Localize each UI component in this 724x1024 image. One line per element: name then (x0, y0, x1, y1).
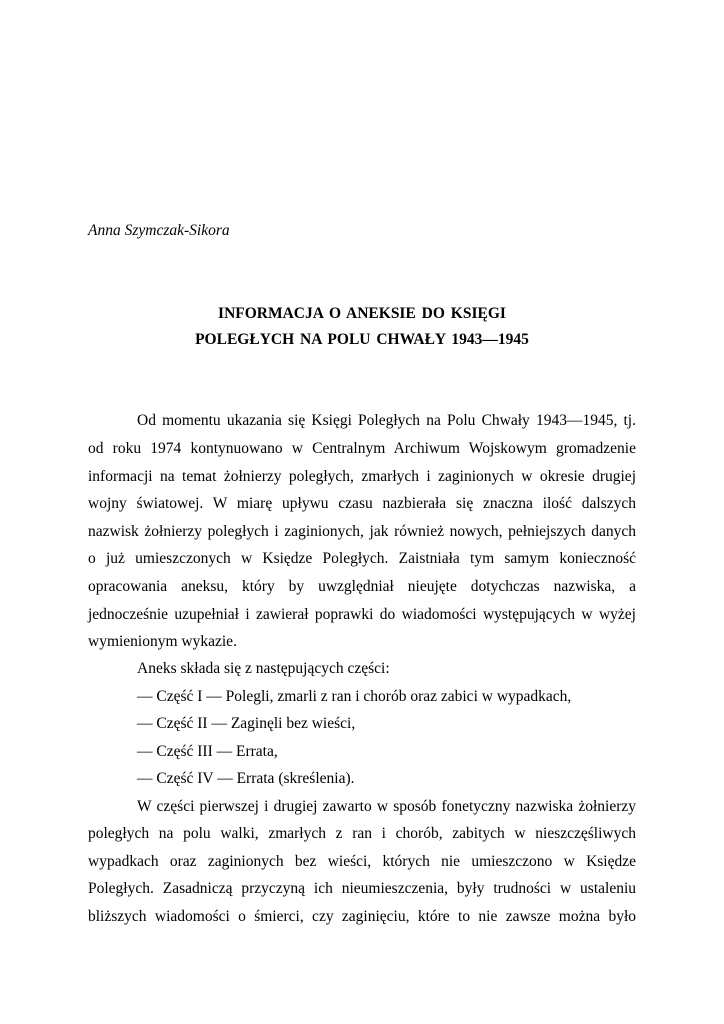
list-item: — Część II — Zaginęli bez wieści, (137, 715, 356, 732)
list-item: — Część I — Polegli, zmarli z ran i chorób oraz zabici w wypadkach, (137, 688, 572, 705)
paragraph-1-line: wojny światowej. W miarę upływu czasu nazbierała się znaczna ilość dalszych (88, 495, 636, 512)
title-line-2: POLEGŁYCH NA POLU CHWAŁY 1943—1945 (195, 331, 529, 348)
list-item: — Część IV — Errata (skreślenia). (137, 770, 355, 787)
paragraph-1-line: opracowania aneksu, który by uwzględniał nieujęte dotychczas nazwiska, a (88, 578, 636, 595)
paragraph-1-line: nazwisk żołnierzy poległych i zaginionych, jak również nowych, pełniejszych danych (88, 523, 636, 540)
paragraph-3-line: poległych na polu walki, zmarłych z ran i chorób, zabitych w nieszczęśliwych (88, 825, 636, 842)
paragraph-1-line: o już umieszczonych w Księdze Poległych. Zaistniała tym samym konieczność (88, 550, 636, 567)
paragraph-2: Aneks składa się z następujących części: (137, 660, 390, 677)
author-name: Anna Szymczak-Sikora (88, 222, 230, 239)
paragraph-3-line: W części pierwszej i drugiej zawarto w sposób fonetyczny nazwiska żołnierzy (137, 798, 636, 815)
paragraph-1-line: od roku 1974 kontynuowano w Centralnym Archiwum Wojskowym gromadzenie (88, 440, 636, 457)
paragraph-3-line: bliższych wiadomości o śmierci, czy zaginięciu, które to nie zawsze można było (88, 908, 636, 925)
paragraph-1-line: jednocześnie uzupełniał i zawierał poprawki do wiadomości występujących w wyżej (88, 606, 636, 623)
paragraph-1-line: Od momentu ukazania się Księgi Poległych na Polu Chwały 1943—1945, tj. (137, 412, 636, 429)
paragraph-1-line: informacji na temat żołnierzy poległych, zmarłych i zaginionych w okresie drugiej (88, 468, 636, 485)
title-line-1: INFORMACJA O ANEKSIE DO KSIĘGI (218, 305, 506, 322)
paragraph-3-line: Poległych. Zasadniczą przyczyną ich nieumieszczenia, były trudności w ustaleniu (88, 880, 636, 897)
paragraph-3-line: wypadkach oraz zaginionych bez wieści, których nie umieszczono w Księdze (88, 853, 636, 870)
paragraph-1-line: wymienionym wykazie. (88, 633, 237, 650)
list-item: — Część III — Errata, (137, 743, 278, 760)
